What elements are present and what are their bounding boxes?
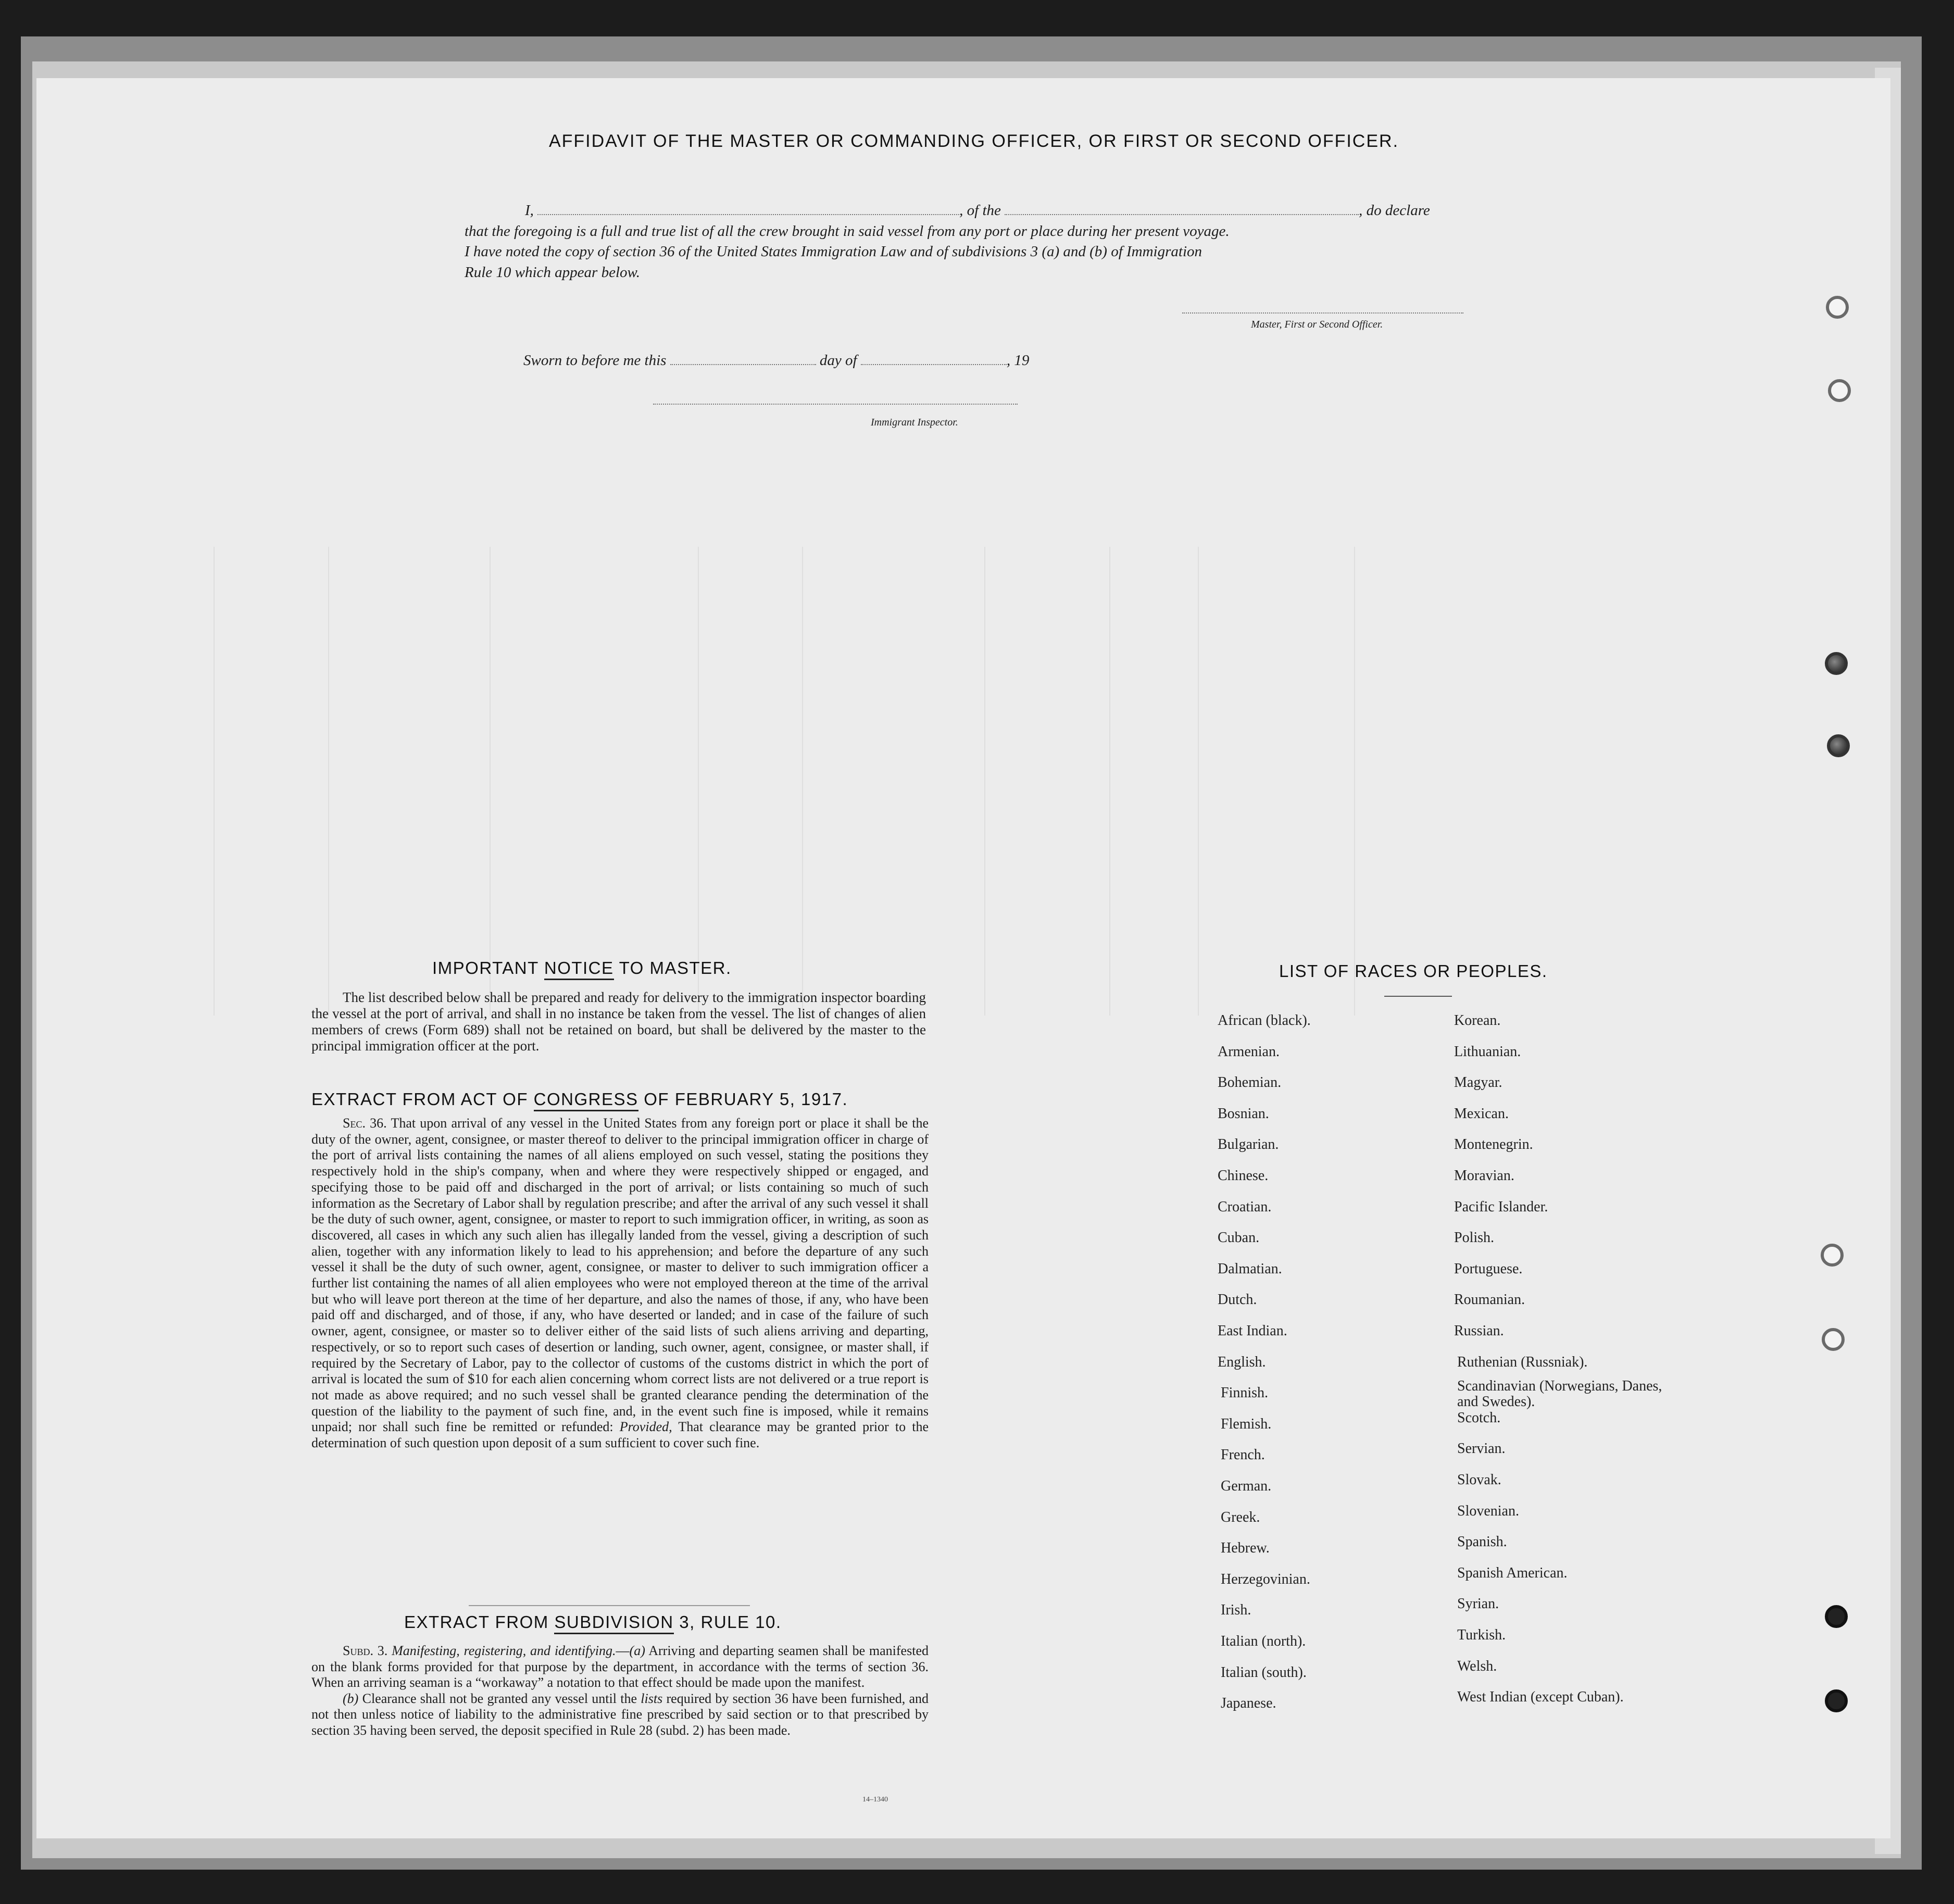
- part-a-label: (a): [629, 1643, 645, 1658]
- race-item: Pacific Islander.: [1454, 1198, 1548, 1215]
- race-item: Bohemian.: [1218, 1074, 1282, 1091]
- race-item: West Indian (except Cuban).: [1457, 1689, 1624, 1706]
- extract-subdivision-title-part: 3, RULE 10.: [673, 1612, 782, 1632]
- sworn-year: , 19: [1006, 352, 1030, 369]
- section-label: Sec. 36.: [343, 1116, 387, 1131]
- race-item: Scandinavian (Norwegians, Danes, and Swedes).: [1457, 1378, 1662, 1410]
- binder-hole-icon: [1825, 1605, 1848, 1628]
- affidavit-declaration-line: [525, 202, 1430, 219]
- affidavit-do-declare: , do declare: [1359, 202, 1430, 219]
- race-item: German.: [1221, 1478, 1272, 1494]
- race-item: Portuguese.: [1454, 1260, 1523, 1277]
- race-item: Flemish.: [1221, 1416, 1272, 1432]
- race-item: Polish.: [1454, 1230, 1495, 1246]
- part-b-label: (b): [343, 1690, 359, 1706]
- master-name-blank[interactable]: [537, 214, 959, 215]
- ghost-column: [1198, 547, 1199, 1016]
- affidavit-of-the: , of the: [959, 202, 1001, 219]
- extract-act-title-underlined: CONGRESS: [534, 1089, 638, 1111]
- race-item: Dalmatian.: [1218, 1260, 1282, 1277]
- extract-act-title-part: EXTRACT FROM ACT OF: [311, 1089, 534, 1109]
- part-b-text: Clearance shall not be granted any vessel until the: [362, 1690, 637, 1706]
- master-signature-caption: Master, First or Second Officer.: [1251, 319, 1383, 330]
- race-item: Spanish American.: [1457, 1564, 1568, 1581]
- race-item: Moravian.: [1454, 1168, 1514, 1184]
- races-title: LIST OF RACES OR PEOPLES.: [1279, 961, 1548, 981]
- subd-label: Subd. 3.: [343, 1643, 388, 1658]
- part-b-lists-word: lists: [641, 1690, 663, 1706]
- race-item: French.: [1221, 1447, 1265, 1463]
- section-36-body: That upon arrival of any vessel in the United States from any foreign port or place it shall be the duty of the owner, agent, consignee, or master thereof to deliver to the principal immigration officer in charge of the port of arrival lists containing the names of all aliens employed on such vessel, stating the positions they respectively hold in the ship's company, when and where they were respectively shipped or engaged, and specifying those to be paid off and discharged in the port of arrival; or lists containing so much of such information as the Secretary of Labor shall by regulation prescribe; and after the arrival of any such vessel it shall be the duty of such owner, agent, consignee, or master to report to such immigration officer, in writing, as soon as discovered, all cases in which any such alien has illegally landed from the vessel, giving a description of such alien, together with any information likely to lead to his apprehension; and before the departure of any such vessel it shall be the duty of such owner, agent, consignee, or master to deliver to such immigration officer a further list containing the names of all alien employees who were not employed thereon at the time of the arrival but who will leave port thereon at the time of her departure, and also the names of those, if any, who have been paid off and discharged, and of those, if any, who have deserted or landed; and in case of the failure of such owner, agent, consignee, or master so to deliver either of the said lists of such aliens arriving and departing, respectively, or so to report such cases of desertion or landing, such owner, agent, consignee, or master shall, if required by the Secretary of Labor, pay to the collector of customs of the customs district in which the port of arrival is located the sum of $10 for each alien concerning whom correct lists are not delivered or a true report is not made as above required; and no such vessel shall be granted clearance pending the determination of the question of the liability to the payment of such fine, and, in the event such fine is imposed, while it remains unpaid; nor shall such fine be remitted or refunded:: [311, 1116, 929, 1435]
- race-item: Dutch.: [1218, 1292, 1257, 1308]
- ghost-column: [214, 547, 215, 1016]
- race-item: Mexican.: [1454, 1105, 1509, 1122]
- race-item: Ruthenian (Russniak).: [1457, 1354, 1588, 1370]
- race-item: Spanish.: [1457, 1534, 1507, 1550]
- race-item: Turkish.: [1457, 1627, 1506, 1643]
- vessel-name-blank[interactable]: [1005, 214, 1359, 215]
- section-36-text: [311, 1116, 929, 1451]
- ghost-column: [328, 547, 329, 1016]
- part-a-text: Arriving and departing seamen shall be manifested on the blank forms provided for that purpose by the department, in accordance with the terms of section 36. When an arriving seaman is a “workaway” a notation to that effect should be made upon the manifest.: [311, 1643, 929, 1690]
- notice-title: [432, 958, 732, 978]
- race-item: Japanese.: [1221, 1695, 1276, 1712]
- binder-hole-icon: [1827, 734, 1850, 757]
- race-item: Lithuanian.: [1454, 1043, 1521, 1060]
- inspector-signature-caption: Immigrant Inspector.: [871, 417, 958, 428]
- binder-hole-icon: [1822, 1328, 1845, 1351]
- sworn-line: [523, 352, 1029, 369]
- master-signature-blank[interactable]: [1182, 312, 1463, 314]
- sworn-prefix: Sworn to before me this: [523, 352, 667, 369]
- binder-hole-icon: [1825, 1689, 1848, 1712]
- notice-title-part: IMPORTANT: [432, 958, 544, 978]
- races-title-underline: [1384, 996, 1452, 997]
- affidavit-title: AFFIDAVIT OF THE MASTER OR COMMANDING OFFICER, OR FIRST OR SECOND OFFICER.: [548, 131, 1399, 151]
- notice-title-underlined: NOTICE: [544, 958, 614, 980]
- race-item: Hebrew.: [1221, 1540, 1270, 1557]
- race-item: Herzegovinian.: [1221, 1571, 1310, 1587]
- affidavit-line-3: I have noted the copy of section 36 of the United States Immigration Law and of subdivisions 3 (a) and (b) of Immigration: [465, 243, 1203, 260]
- race-item: Armenian.: [1218, 1043, 1280, 1060]
- extract-subdivision-title-underlined: SUBDIVISION: [554, 1612, 673, 1634]
- subd-heading: Manifesting, registering, and identifying.: [392, 1643, 616, 1658]
- race-item: Scotch.: [1457, 1409, 1501, 1426]
- race-item: Servian.: [1457, 1440, 1506, 1457]
- ghost-column: [1109, 547, 1110, 1016]
- form-number: 14–1340: [862, 1796, 888, 1803]
- extract-act-title-part: OF FEBRUARY 5, 1917.: [638, 1089, 848, 1109]
- race-item: Welsh.: [1457, 1658, 1497, 1674]
- extract-subdivision-title-part: EXTRACT FROM: [404, 1612, 555, 1632]
- inspector-signature-blank[interactable]: [653, 404, 1018, 405]
- notice-body: The list described below shall be prepared and ready for delivery to the immigration inspector boarding the vessel at the port of arrival, and shall in no instance be taken from the vessel. The list of changes of alien members of crews (Form 689) shall not be retained on board, but shall be delivered by the master to the principal immigration officer at the port.: [311, 989, 926, 1054]
- binder-hole-icon: [1826, 296, 1849, 319]
- affidavit-i: I,: [525, 202, 534, 219]
- race-item: Cuban.: [1218, 1230, 1260, 1246]
- extract-act-title: [311, 1089, 848, 1109]
- section-36-body-end: That clearance may be granted prior to the determination of such question upon deposit of a sum sufficient to cover such fine.: [311, 1419, 929, 1451]
- provided-word: Provided,: [619, 1419, 672, 1435]
- race-item: Syrian.: [1457, 1596, 1499, 1612]
- extract-subdivision-title: [404, 1612, 782, 1632]
- race-item: East Indian.: [1218, 1323, 1287, 1339]
- binder-hole-icon: [1821, 1244, 1844, 1267]
- race-item: Roumanian.: [1454, 1292, 1525, 1308]
- sworn-day-blank[interactable]: [670, 364, 816, 365]
- sworn-month-blank[interactable]: [861, 364, 1007, 365]
- ghost-column: [1354, 547, 1355, 1016]
- race-item: Croatian.: [1218, 1198, 1272, 1215]
- race-item: English.: [1218, 1354, 1266, 1370]
- ghost-column: [490, 547, 491, 1016]
- race-item: Bulgarian.: [1218, 1136, 1279, 1153]
- subdivision-3-text: Subd. 3. Manifesting, registering, and identifying.—(a) Arriving and departing seamen shall be manifested on the blank forms provided for that purpose by the department, in accordance with the terms of section 36. When an arriving seaman is a “workaway” a notation to that effect should be made upon the manifest. (b) Clearance shall not be granted any vessel until the lists required by section 36 have been furnished, and not then unless notice of liability to the administrative fine prescribed by said section or to that prescribed by section 35 having been served, the deposit specified in Rule 28 (subd. 2) has been made.: [311, 1643, 929, 1738]
- race-item: Korean.: [1454, 1012, 1501, 1029]
- race-item: Slovenian.: [1457, 1502, 1519, 1519]
- race-item: Bosnian.: [1218, 1105, 1269, 1122]
- section-divider: [469, 1605, 750, 1606]
- race-item: Montenegrin.: [1454, 1136, 1533, 1153]
- race-item: Russian.: [1454, 1323, 1504, 1339]
- ghost-column: [698, 547, 699, 1016]
- race-item: Slovak.: [1457, 1472, 1501, 1488]
- binder-hole-icon: [1825, 652, 1848, 675]
- notice-title-part: TO MASTER.: [613, 958, 732, 978]
- ghost-column: [802, 547, 803, 1016]
- part-b-text-end: required by section 36 have been furnished, and not then unless notice of liability to the administrative fine prescribed by said section or to that prescribed by section 35 having been served, the deposit specified in Rule 28 (subd. 2) has been made.: [311, 1690, 929, 1738]
- race-item: Finnish.: [1221, 1385, 1269, 1401]
- document-page: [36, 78, 1890, 1838]
- race-item: Magyar.: [1454, 1074, 1502, 1091]
- race-item: Italian (south).: [1221, 1664, 1307, 1681]
- race-item: African (black).: [1218, 1012, 1311, 1029]
- affidavit-line-2: that the foregoing is a full and true list of all the crew brought in said vessel from any port or place during her present voyage.: [465, 223, 1230, 240]
- race-item: Italian (north).: [1221, 1633, 1306, 1649]
- affidavit-line-4: Rule 10 which appear below.: [465, 264, 640, 281]
- ghost-column: [984, 547, 985, 1016]
- race-item: Irish.: [1221, 1602, 1251, 1619]
- sworn-day-of: day of: [819, 352, 857, 369]
- race-item: Greek.: [1221, 1509, 1260, 1525]
- race-item: Chinese.: [1218, 1168, 1269, 1184]
- binder-hole-icon: [1828, 379, 1851, 402]
